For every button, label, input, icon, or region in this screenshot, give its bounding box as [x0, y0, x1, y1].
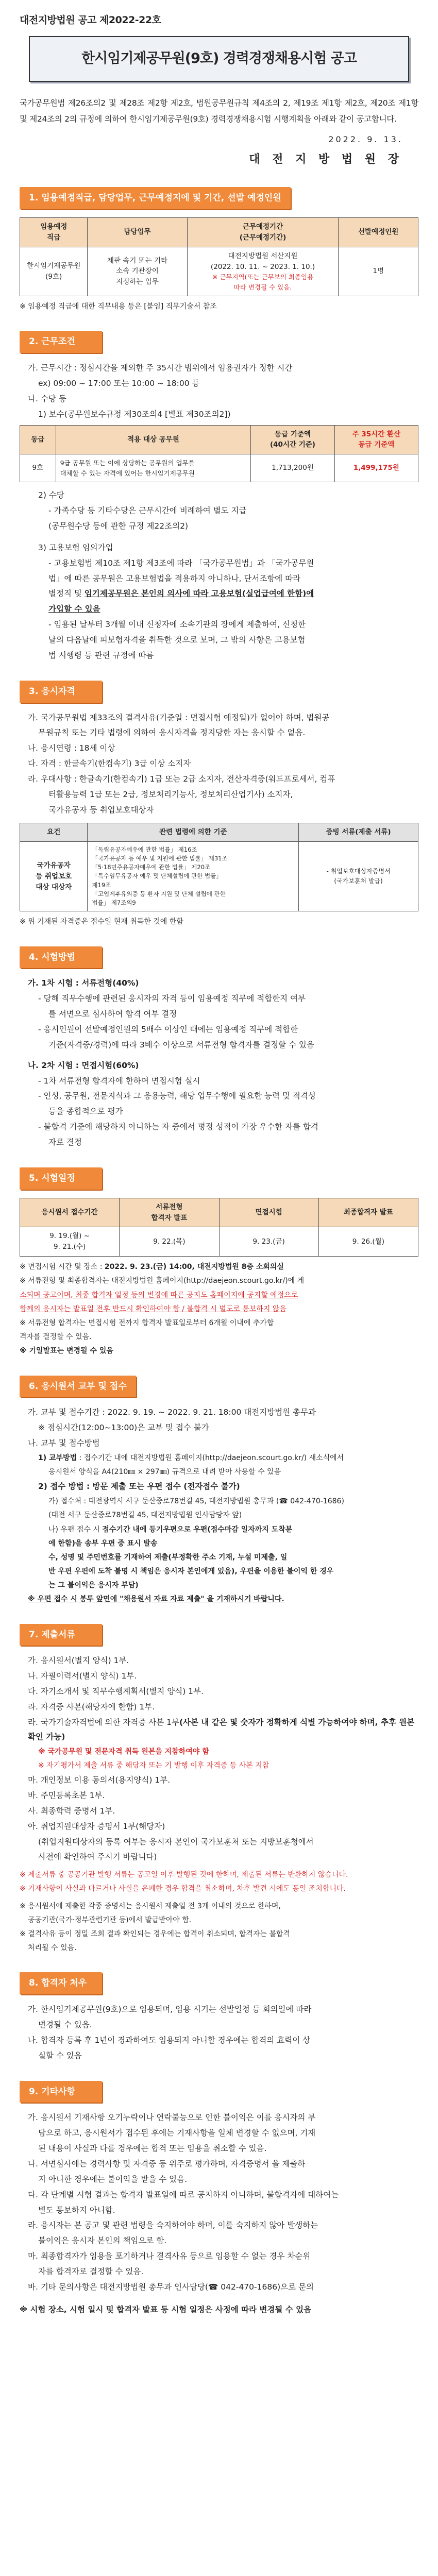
doc-note-1: ※ 제출서류 중 공공기관 발행 서류는 공고일 이후 발행된 것에 한하며, 제출된 서류는 반환하지 않습니다. — [20, 1871, 348, 1879]
pay-table — [20, 425, 418, 483]
pay-cell-converted: 1,499,175원 — [334, 454, 418, 482]
etc-ba: 바. 기타 문의사항은 대전지방법원 총무과 인사담당(☎ 042-470-1686)으로 문의 — [28, 2282, 314, 2292]
qual-cert: 다. 자격 : 한글속기(한컴속기) 3급 이상 소지자 — [28, 759, 191, 769]
doc-item-4: 라. 자격증 사본(해당자에 한함) 1부. — [28, 1702, 155, 1711]
doc-item-8-note-2: 사전에 확인하여 주시기 바랍니다) — [38, 1852, 157, 1862]
sched-cell-apply: 9. 19.(월) ~ 9. 21.(수) — [20, 1227, 120, 1257]
sched-note-6: 격자를 결정할 수 있음. — [20, 1333, 92, 1342]
doc-item-1: 가. 응시원서(별지 양식) 1부. — [28, 1656, 129, 1666]
cell-grade: 한시임기제공무원 (9호) — [20, 247, 88, 296]
section-1-heading: 1. 임용예정직급, 담당업무, 근무예정지에 및 기간, 선발 예정인원 — [20, 187, 418, 209]
sched-col-interview: 면접시험 — [219, 1198, 318, 1227]
doc-footer-2: 공공기관(국가·정부관련기관 등)에서 발급받아야 함. — [28, 1916, 192, 1924]
doc-item-8-note: (취업지원대상자의 등록 여부는 응시자 본인이 국가보훈처 또는 지방보훈청에서 — [38, 1837, 314, 1846]
doc-cert-note-2: ※ 자기평가서 제출 서류 중 해당자 또는 기 발행 이후 자격증 등 사본 지참 — [38, 1761, 269, 1770]
etc-na-2: 지 아니한 경우에는 불이익을 받을 수 있음. — [38, 2174, 188, 2184]
sched-note-7: ※ 기일발표는 변경될 수 있음 — [20, 1347, 113, 1355]
sched-note-2: ※ 서류전형 및 최종합격자는 대전지방법원 홈페이지(http://daejeon.scourt.go.kr/)에 게 — [20, 1277, 305, 1285]
insurance-line-5: - 임용된 날부터 3개월 이내 신청자에 소속기관의 장에게 제출하여, 신청한 — [48, 620, 306, 630]
exam-first-1: - 당해 직무수행에 관련된 응시자의 자격 등이 임용예정 직무에 적합한지 여부 — [38, 994, 306, 1004]
apply-mail: 나) 우편 접수 시 접수기간 내에 등기우편으로 우편(접수마감 일자까지 도착분 — [48, 1525, 293, 1534]
apply-period: 가. 교부 및 접수기간 : 2022. 9. 19. ~ 2022. 9. 21. 18:00 대전지방법원 총무과 — [28, 1408, 316, 1417]
apply-mail-2: 에 한함)을 송부 우편 중 표시 발송 — [48, 1539, 158, 1548]
doc-item-7: 사. 최종학력 증명서 1부. — [28, 1806, 115, 1816]
col-duty: 담당업무 — [88, 217, 187, 247]
qual-pref: 라. 우대사항 : 한글속기(한컴속기) 1급 또는 2급 소지자, 전산자격증(워드프로세서, 컴퓨 — [28, 774, 335, 784]
col-count: 선발예정인원 — [339, 217, 418, 247]
intro-paragraph: 국가공무원법 제26조의2 및 제28조 제2항 제2호, 법원공무원규칙 제4조의 2, 제19조 제1항 제2호, 제20조 제1항 및 제24조의 2의 규정에 의하여 한시임기제공무원(9호) 경력경쟁채용시험 시행계획을 아래와 같이 공고합니다. — [20, 98, 418, 124]
apply-mail-4: 반 우편 우편에 도착 불명 시 책임은 응시자 본인에게 있음), 우편을 이용한 불이익 한 경우 — [48, 1567, 334, 1576]
etc-ga: 가. 응시원서 기재사항 오기누락이나 연락불능으로 인한 불이익은 이를 응시자의 부 — [28, 2113, 316, 2123]
req-col-doc: 증빙 서류(제출 서류) — [299, 823, 418, 841]
exam-second-1: - 1차 서류전형 합격자에 한하여 면접시험 실시 — [38, 1076, 200, 1086]
notice-number: 대전지방법원 공고 제2022-22호 — [20, 14, 161, 26]
etc-da-2: 별도 통보하지 아니함. — [38, 2205, 115, 2215]
position-table — [20, 217, 418, 296]
etc-ma-2: 자를 합격자로 결정할 수 있음. — [38, 2267, 144, 2277]
etc-da: 다. 각 단계별 시험 결과는 합격자 발표일에 따로 공지하지 아니하며, 불합격자에 대하여는 — [28, 2190, 339, 2199]
doc-cert-note: ※ 국가공무원 및 전문자격 취득 원본을 지참하여야 함 — [38, 1747, 209, 1756]
apply-mail-3: 수, 성명 및 주민번호를 기재하여 제출(부정확한 주소 기재, 누설 미제출, 일 — [48, 1553, 288, 1562]
etc-ma: 마. 최종합격자가 임용을 포기하거나 결격사유 등으로 임용할 수 없는 경우 차순위 — [28, 2251, 311, 2261]
sched-cell-doc: 9. 22.(목) — [120, 1227, 219, 1257]
qual-ga: 가. 국가공무원법 제33조의 결격사유(기준일 : 면접시험 예정일)가 없어야 하며, 법원공 — [28, 713, 330, 722]
insurance-line-1: - 고용보험법 제10조 제1항 제3조에 따라 「국가공무원법」과 「국가공무원 — [48, 558, 314, 568]
etc-ra-2: 불이익은 응시자 본인의 책임으로 함. — [38, 2236, 167, 2246]
work-hours-example: ex) 09:00 ~ 17:00 또는 10:00 ~ 18:00 등 — [38, 378, 200, 388]
etc-ga-2: 담으로 하고, 응시원서가 접수된 후에는 기재사항을 일체 변경할 수 없으며, 기재 — [38, 2128, 316, 2138]
apply-mail-note: ※ 우편 접수 시 봉투 앞면에 "채용원서 자료 자료 제출" 을 기재하시기 바랍니다. — [28, 1595, 284, 1604]
doc-item-5: 마. 개인정보 이용 동의서(용지양식) 1부. — [28, 1775, 171, 1785]
doc-item-2: 나. 자필이력서(별지 양식) 1부. — [28, 1671, 137, 1681]
requirement-table — [20, 823, 418, 912]
apply-submit-title: 2) 접수 방법 : 방문 제출 또는 우편 접수 (전자접수 불가) — [38, 1482, 240, 1492]
section-3-note: ※ 위 기재된 자격증은 접수일 현재 취득한 것에 한함 — [20, 918, 183, 926]
section-4-heading: 4. 시험방법 — [20, 946, 418, 969]
sched-note-5: ※ 서류전형 합격자는 면접시험 전까지 합격자 발표일로부터 6개월 이내에 추가합 — [20, 1319, 274, 1328]
period-text: 대전지방법원 서산지원 (2022. 10. 11. ~ 2023. 1. 10.) — [210, 251, 315, 271]
req-col-law: 관련 법령에 의한 기준 — [88, 823, 299, 841]
cell-duty: 제판 속기 또는 기타 소속 기관장이 지정하는 업무 — [88, 247, 187, 296]
allowance-title: 나. 수당 등 — [28, 394, 66, 403]
pay-col-converted: 주 35시간 환산 동급 기준액 — [334, 425, 418, 454]
exam-second-3: 등을 종합적으로 평가 — [48, 1107, 123, 1116]
notice-date: 2022. 9. 13. — [328, 134, 403, 144]
qual-pref-2: 터활용능력 1급 또는 2급, 정보처리기능사, 정보처리산업기사) 소지자, — [48, 789, 293, 799]
exam-first-2: 를 서면으로 심사하여 합격 여부 결정 — [48, 1009, 177, 1019]
sched-note-3: 소되며 공고이며, 최종 합격자 일정 등의 변경에 따른 공지도 홈페이지에 공지할 예정으로 — [20, 1291, 298, 1299]
section-6-heading: 6. 응시원서 교부 및 접수 — [20, 1376, 418, 1398]
exam-second: 나. 2차 시험 : 면접시험(60%) — [28, 1060, 139, 1070]
apply-distribute-2: 응시원서 양식을 A4(210㎜ × 297㎜) 규격으로 내려 받아 사용할 수 있음 — [48, 1468, 281, 1477]
apply-mail-5: 는 그 불이익은 응시자 부담) — [48, 1581, 139, 1590]
exam-second-4: - 불합격 기준에 해당하지 아니하는 자 중에서 평정 성적이 가장 우수한 자를 합격 — [38, 1122, 318, 1132]
section-2-heading: 2. 근무조건 — [20, 331, 418, 353]
apply-period-note: ※ 점심시간(12:00~13:00)은 교부 및 접수 불가 — [38, 1423, 209, 1433]
period-note: ※ 근무지역(또는 근무보의 최종임용 따라 변경될 수 있음. — [212, 273, 314, 291]
treat-na: 나. 합격자 등록 후 1년이 경과하여도 임용되지 아니할 경우에는 합격의 효력이 상 — [28, 2035, 311, 2045]
final-note: ※ 시험 장소, 시험 일시 및 합격자 발표 등 시험 일정은 사정에 따라 변경될 수 있음 — [20, 2304, 312, 2314]
cell-count: 1명 — [339, 247, 418, 296]
exam-second-5: 자로 결정 — [48, 1138, 82, 1147]
treat-na-2: 실할 수 있음 — [38, 2050, 82, 2060]
insurance-line-6: 날의 다음날에 피보험자격을 취득한 것으로 보며, 그 밖의 사항은 고용보험 — [48, 635, 306, 645]
pay-col-target: 적용 대상 공무원 — [56, 425, 251, 454]
allowance-line-2: (공무원수당 등에 관한 규정 제22조의2) — [48, 521, 189, 531]
sched-cell-interview: 9. 23.(금) — [219, 1227, 318, 1257]
req-cell-law: 「독립유공자예우에 관한 법률」 제16조 「국가유공자 등 예우 및 지원에 관한 법률」 제31조 「5·18민주유공자예우에 관한 법률」 제20조 「특수임무유공자 예우 및 단체설립에 관한 법률」 제19조 「고엽제후유의증 등 환자 지원 및 단체 설립에 관한 법률」 제7조의9 — [88, 841, 299, 911]
insurance-title: 3) 고용보험 임의가입 — [38, 543, 113, 552]
qual-pref-3: 국가유공자 등 취업보호대상자 — [48, 805, 154, 815]
doc-footer-1: ※ 응시원서에 제출한 각종 증명서는 응시원서 제출일 전 3개 이내의 것으로 한하며, — [20, 1902, 281, 1910]
pay-cell-target: 9급 공무원 또는 이에 상당하는 공무원의 업무를 대체할 수 있는 자격에 있어는 한시임기제공무원 — [56, 454, 251, 482]
page-title: 한시임기제공무원(9호) 경력경쟁채용시험 공고 — [29, 36, 409, 82]
req-cell-name: 국가유공자 등 취업보호 대상 대상자 — [20, 841, 88, 911]
insurance-line-3: 별정직 및 임기제공무원은 본인의 의사에 따라 고용보험(실업급여에 한함)에 — [48, 589, 314, 599]
insurance-line-7: 법 시행령 등 관련 규정에 따름 — [48, 651, 154, 660]
doc-note-2: ※ 기재사항이 사실과 다르거나 사실을 은폐한 경우 합격을 취소하며, 차후 발견 시에도 동일 조치합니다. — [20, 1885, 346, 1893]
exam-first: 가. 1차 시험 : 서류전형(40%) — [28, 978, 139, 988]
section-9-heading: 9. 기타사항 — [20, 2081, 418, 2103]
pay-col-base: 동급 기준액 (40시간 기준) — [251, 425, 334, 454]
req-cell-doc: - 취업보호대상자증명서 (국가보훈처 발급) — [299, 841, 418, 911]
doc-item-3: 다. 자기소개서 및 직무수행계획서(별지 양식) 1부. — [28, 1687, 204, 1697]
doc-footer-4: 처리될 수 있음. — [28, 1944, 77, 1953]
notice-issuer: 대 전 지 방 법 원 장 — [249, 152, 403, 166]
apply-distribute: 1) 교부방법 : 접수기간 내에 대전지방법원 홈페이지(http://daejeon.scourt.go.kr/) 새소식에서 — [38, 1453, 344, 1462]
doc-item-6: 바. 주민등록초본 1부. — [28, 1790, 105, 1800]
pay-col-grade: 동급 — [20, 425, 56, 454]
sched-col-apply: 응시원서 접수기간 — [20, 1198, 120, 1227]
sched-cell-final: 9. 26.(월) — [318, 1227, 418, 1257]
pay-cell-base: 1,713,200원 — [251, 454, 334, 482]
treat-ga-2: 변경될 수 있음. — [38, 2020, 92, 2029]
cell-period — [187, 247, 339, 296]
section-8-heading: 8. 합격자 처우 — [20, 1972, 418, 1994]
section-5-heading: 5. 시험일정 — [20, 1167, 418, 1190]
etc-ra: 라. 응시자는 본 공고 및 관련 법령을 숙지하여야 하며, 이를 숙지하지 않아 발생하는 — [28, 2221, 318, 2230]
section-7-heading: 7. 제출서류 — [20, 1624, 418, 1646]
pay-cell-grade: 9호 — [20, 454, 56, 482]
sched-note-4: 함께의 응시자는 발표일 전후 반드시 확인하여야 함 / 불합격 시 별도로 통보하지 않음 — [20, 1304, 287, 1313]
treat-ga: 가. 한시임기제공무원(9호)으로 임용되며, 임용 시기는 선발일정 등 회의일에 따라 — [28, 2005, 312, 2014]
doc-item-8: 아. 취업지원대상자 증명서 1부(해당자) — [28, 1821, 165, 1831]
etc-na: 나. 서면심사에는 경력사항 및 자격증 등 위주로 평가하며, 자격증명서 을 제출하 — [28, 2159, 306, 2168]
col-grade: 임용예정 직급 — [20, 217, 88, 247]
etc-ga-3: 된 내용이 사실과 다를 경우에는 합격 또는 임용을 취소할 수 있음. — [38, 2143, 267, 2153]
sched-note-1: ※ 면접시험 시간 및 장소 : 2022. 9. 23.(금) 14:00, 대전지방법원 8층 소회의실 — [20, 1263, 284, 1272]
apply-method-title: 나. 교부 및 접수방법 — [28, 1438, 100, 1448]
allowance-line-1: - 가족수당 등 기타수당은 근무시간에 비례하여 별도 지급 — [48, 506, 247, 516]
insurance-line-4: 가입할 수 있음 — [48, 604, 100, 614]
apply-place-2: (대전 서구 둔산중로78번길 45, 대전지방법원 인사담당자 앞) — [48, 1511, 242, 1520]
exam-first-4: 기준(자격증/경력)에 따라 3배수 이상으로 서류전형 합격자를 결정할 수 있음 — [48, 1040, 314, 1049]
exam-second-2: - 인성, 공무원, 전문지식과 그 응용능력, 해당 업무수행에 필요한 능력 및 적격성 — [38, 1091, 316, 1101]
apply-place: 가) 접수처 : 대전광역시 서구 둔산중로78번길 45, 대전지방법원 총무과 (☎ 042-470-1686) — [48, 1497, 344, 1506]
section-1-note: ※ 임용예정 직급에 대한 직무내용 등은 [붙임] 직무기술서 참조 — [20, 302, 217, 311]
doc-item-cert: 라. 국가기술자격법에 의한 자격증 사본 1부(사본 내 같은 및 숫자가 정확하게 식별 가능하여야 하며, 추후 원본 확인 가능) — [28, 1717, 415, 1741]
pay-title: 1) 보수(공무원보수규정 제30조의4 [별표 제30조의2]) — [38, 409, 231, 419]
qual-age: 나. 응시연령 : 18세 이상 — [28, 743, 115, 753]
allowance-sub: 2) 수당 — [38, 490, 64, 500]
section-3-heading: 3. 응시자격 — [20, 681, 418, 703]
req-col-name: 요건 — [20, 823, 88, 841]
work-hours: 가. 근무시간 : 정심시간을 제외한 주 35시간 범위에서 임용권자가 정한 시간 — [28, 363, 293, 372]
exam-first-3: - 응시인원이 선발예정인원의 5배수 이상인 때에는 임용예정 직무에 적합한 — [38, 1024, 298, 1034]
col-period: 근무예정기간 (근무예정기간) — [187, 217, 339, 247]
qual-ga-2: 무원규칙 또는 기타 법령에 의하여 응시자격을 정지당한 자는 응시할 수 없음. — [38, 728, 306, 738]
doc-footer-3: ※ 결격사유 등이 정밀 조회 결과 확인되는 경우에는 합격이 취소되며, 합격자는 불합격 — [20, 1930, 290, 1939]
sched-col-final: 최종합격자 발표 — [318, 1198, 418, 1227]
schedule-table — [20, 1198, 418, 1257]
insurance-line-2: 법」에 따른 공무원은 고용보험법을 적용하지 아니하나, 단서조항에 따라 — [48, 573, 301, 583]
sched-col-doc: 서류전형 합격자 발표 — [120, 1198, 219, 1227]
